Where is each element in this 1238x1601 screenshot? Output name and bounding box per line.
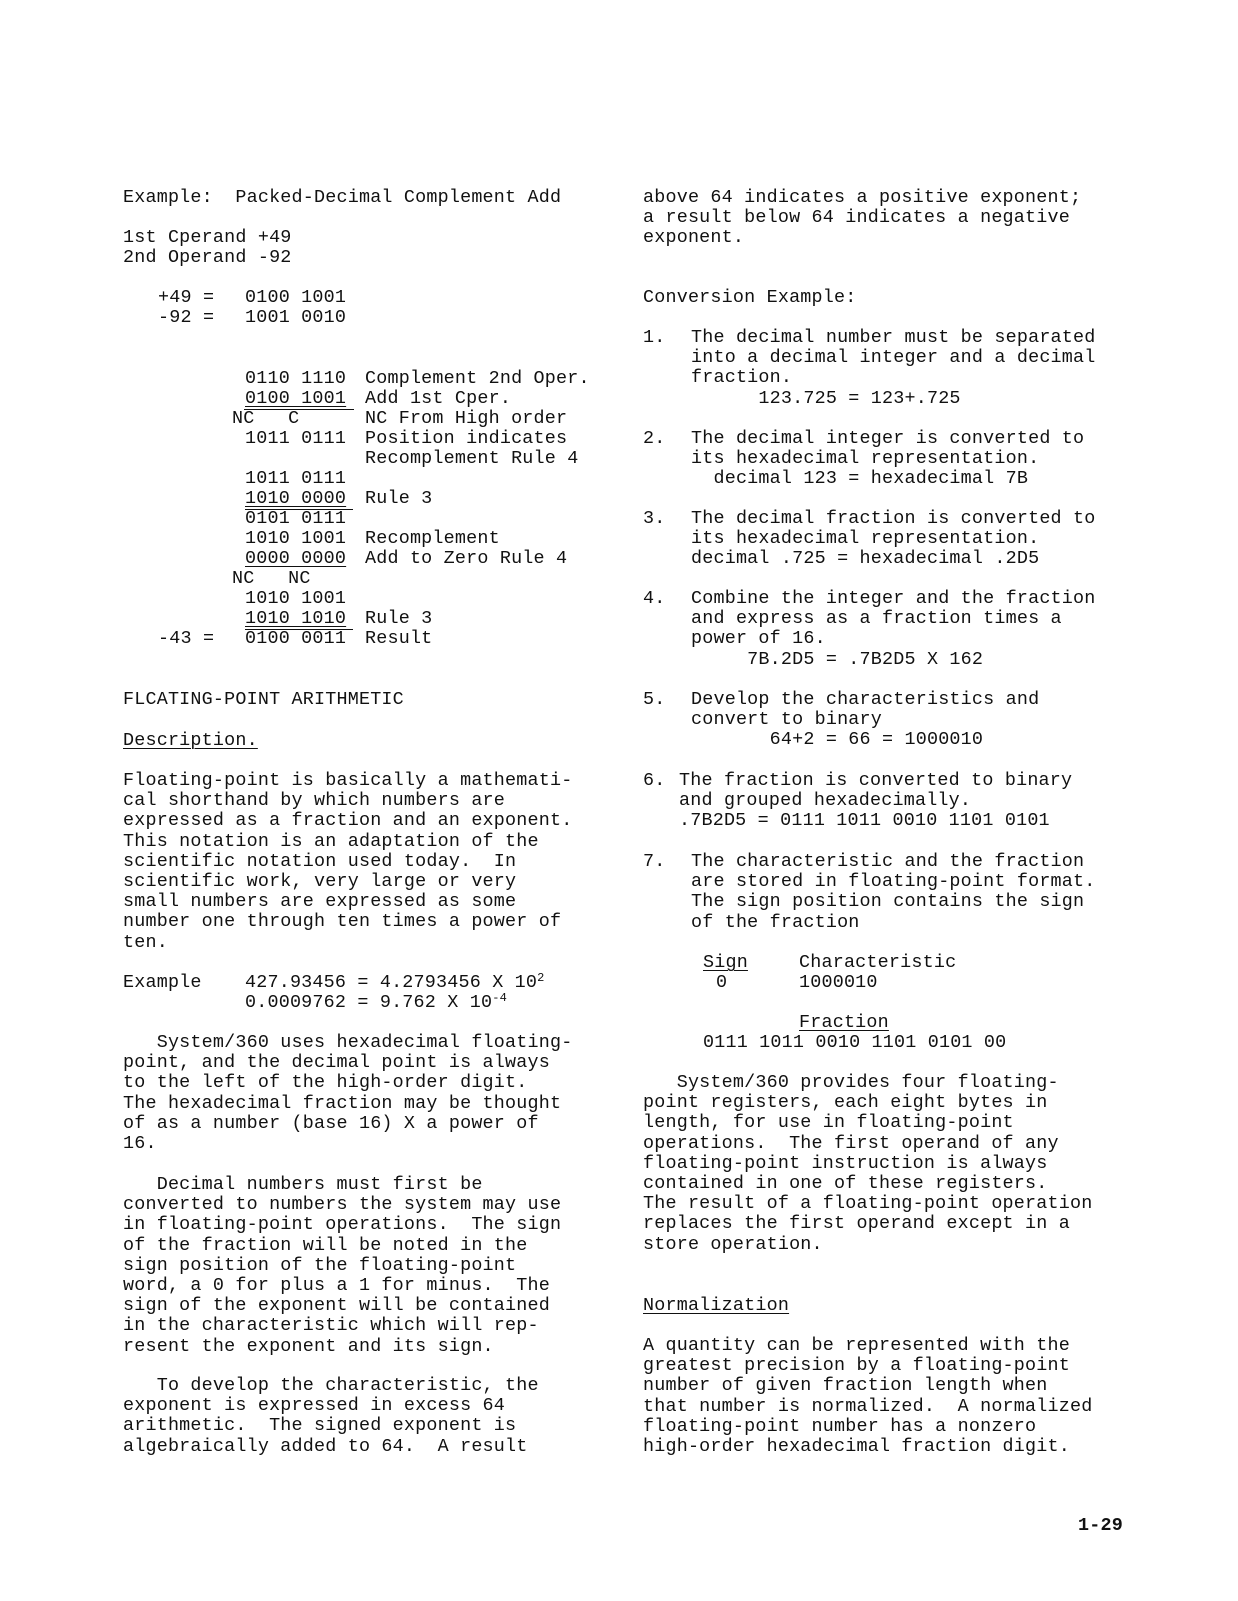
work-bits: 0000 0000 — [245, 548, 347, 569]
work-note: Result — [365, 628, 433, 649]
sign-value: 0 — [716, 972, 728, 993]
work-bits: 1010 1010 — [245, 608, 347, 629]
carry-indicator: NC C — [232, 408, 300, 429]
step-text: The decimal integer is converted to its hexadecimal representation. decimal 123 = hexadecimal 7B — [691, 428, 1085, 490]
work-bits: 1011 0111 — [245, 428, 347, 449]
work-bits: 0110 1110 — [245, 368, 347, 389]
binary-value-1: 0100 1001 — [245, 287, 347, 308]
paragraph: above 64 indicates a positive exponent; a result below 64 indicates a negative exponent. — [643, 187, 1082, 249]
fraction-value: 0111 1011 0010 1101 0101 00 — [703, 1032, 1007, 1053]
work-bits: 0101 0111 — [245, 508, 347, 529]
overline — [245, 509, 353, 510]
step-number: 5. — [643, 689, 666, 710]
example-label: Example — [123, 972, 202, 993]
paragraph: System/360 provides four floating- point registers, each eight bytes in length, for use in floating-point operations. The first operand of any floating-point instruction is always contained in one of these registers. The result of a floating-point operation replaces the first operand except in a store operation. — [643, 1072, 1093, 1255]
page-number: 1-29 — [1078, 1515, 1123, 1536]
work-note: Recomplement — [365, 528, 500, 549]
paragraph: To develop the characteristic, the exponent is expressed in excess 64 arithmetic. The signed exponent is algebraically added to 64. A result — [123, 1375, 539, 1457]
work-note: NC From High order — [365, 408, 568, 429]
work-note: Add 1st Cper. — [365, 388, 512, 409]
conversion-heading: Conversion Example: — [643, 287, 857, 308]
work-note: Complement 2nd Oper. — [365, 368, 590, 389]
step-text: Develop the characteristics and convert to binary 64+2 = 66 = 1000010 — [691, 689, 1040, 751]
result-label: -43 = — [158, 628, 215, 649]
step-text: The fraction is converted to binary and grouped hexadecimally. .7B2D5 = 0111 1011 0010 1101 0101 — [679, 770, 1073, 832]
characteristic-label: Characteristic — [799, 952, 957, 973]
paragraph: A quantity can be represented with the greatest precision by a floating-point number of given fraction length when that number is normalized. A normalized floating-point number has a nonzero high-order hexadecimal fraction digit. — [643, 1335, 1093, 1458]
step-number: 1. — [643, 327, 666, 348]
step-number: 4. — [643, 588, 666, 609]
work-bits: 1010 1001 — [245, 588, 347, 609]
step-text: The characteristic and the fraction are stored in floating-point format. The sign position contains the sign of the fraction — [691, 851, 1096, 933]
step-text: The decimal fraction is converted to its hexadecimal representation. decimal .725 = hexadecimal .2D5 — [691, 508, 1096, 570]
example-formula: 0.0009762 = 9.762 X $10^{-4}$ — [245, 991, 508, 1013]
paragraph: System/360 uses hexadecimal floating- point, and the decimal point is always to the left of the high-order digit. The hexadecimal fraction may be thought of as a number (base 16) X a power of 16. — [123, 1032, 573, 1155]
example-formula: 427.93456 = 4.2793456 X $10^2$ — [245, 971, 545, 993]
step-number: 7. — [643, 851, 666, 872]
work-bits: 1010 1001 — [245, 528, 347, 549]
normalization-heading: Normalization — [643, 1295, 790, 1316]
step-text: Combine the integer and the fraction and express as a fraction times a power of 16. 7B.2D5 = .7B2D5 X 162 — [691, 588, 1096, 670]
paragraph: Floating-point is basically a mathemati- cal shorthand by which numbers are expressed as a fraction and an exponent. This notation is an adaptation of the scientific notation used today. In scientific work, very large or very small numbers are expressed as some number one through ten times a power of ten. — [123, 770, 573, 953]
subheading-description: Description. — [123, 730, 258, 751]
work-note: Rule 3 — [365, 488, 433, 509]
carry-indicator: NC NC — [232, 568, 311, 589]
work-bits: 0100 0011 — [245, 628, 347, 649]
fraction-label: Fraction — [799, 1012, 889, 1033]
example-title: Example: Packed-Decimal Complement Add — [123, 187, 562, 208]
operand-2: 2nd Operand -92 — [123, 247, 292, 268]
work-bits: 0100 1001 — [245, 388, 347, 409]
binary-value-2: 1001 0010 — [245, 307, 347, 328]
work-bits: 1010 0000 — [245, 488, 347, 509]
paragraph: Decimal numbers must first be converted to numbers the system may use in floating-point operations. The sign of the fraction will be noted in the sign position of the floating-point word, a 0 for plus a 1 for minus. The sign of the exponent will be contained in the characteristic which will rep- resent the exponent and its sign. — [123, 1174, 562, 1357]
step-text: The decimal number must be separated into a decimal integer and a decimal fraction. 123.725 = 123+.725 — [691, 327, 1096, 409]
section-heading: FLCATING-POINT ARITHMETIC — [123, 689, 404, 710]
overline — [245, 629, 353, 630]
overline — [244, 409, 354, 410]
characteristic-value: 1000010 — [799, 972, 878, 993]
binary-label-2: -92 = — [158, 307, 215, 328]
work-note: Add to Zero Rule 4 — [365, 548, 568, 569]
work-bits: 1011 0111 — [245, 468, 347, 489]
operand-1: 1st Cperand +49 — [123, 227, 292, 248]
work-note: Recomplement Rule 4 — [365, 448, 579, 469]
sign-label: Sign — [703, 952, 748, 973]
step-number: 6. — [643, 770, 666, 791]
step-number: 3. — [643, 508, 666, 529]
work-note: Position indicates — [365, 428, 568, 449]
work-note: Rule 3 — [365, 608, 433, 629]
binary-label-1: +49 = — [158, 287, 215, 308]
step-number: 2. — [643, 428, 666, 449]
